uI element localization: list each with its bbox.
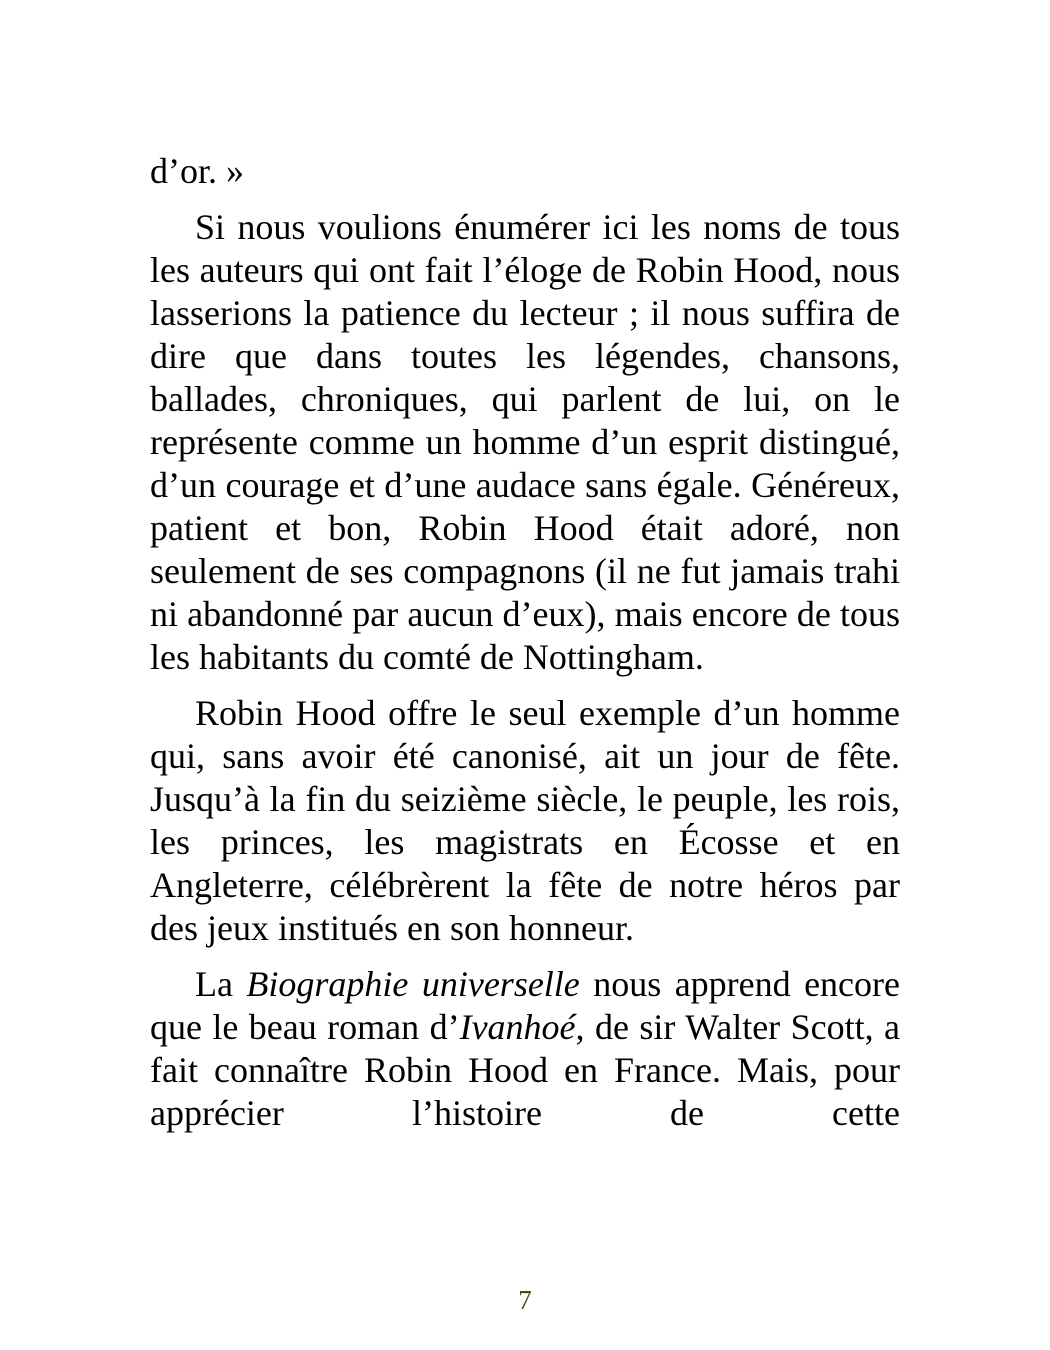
page-body <box>150 150 900 1148</box>
page-number: 7 <box>518 1285 532 1315</box>
book-title-ivanhoe: Ivanhoé <box>459 1007 576 1047</box>
paragraph-text-segment: La <box>195 964 247 1004</box>
book-title-biographie: Biographie universelle <box>246 964 580 1004</box>
paragraph-text-segment: nous apprend encore que le beau roman d’ <box>150 964 901 1047</box>
paragraph-biographie <box>150 963 900 1135</box>
paragraph-authors: Si nous voulions énumérer ici les noms de tous les auteurs qui ont fait l’éloge de Robin Hood, nous lasserions la patience du lecteur ; il nous suffira de dire que dans toutes les légendes, chansons, ballades, chroniques, qui parlent de lui, on le représente comme un homme d’un esprit distingué, d’un courage et d’une audace sans égale. Généreux, patient et bon, Robin Hood était adoré, non seulement de ses compagnons (il ne fut jamais trahi ni abandonné par aucun d’eux), mais encore de tous les habitants du comté de Nottingham. <box>150 207 900 677</box>
paragraph-continuation: d’or. » <box>150 151 244 191</box>
paragraph-text-segment: , de sir Walter Scott, a fait connaître Robin Hood en France. Mais, pour apprécier l’histoire de cette <box>150 1007 901 1133</box>
paragraph-feast-day: Robin Hood offre le seul exemple d’un homme qui, sans avoir été canonisé, ait un jour de fête. Jusqu’à la fin du seizième siècle, le peuple, les rois, les princes, les magistrats en Écosse et en Angleterre, célébrèrent la fête de notre héros par des jeux institués en son honneur. <box>150 693 900 948</box>
